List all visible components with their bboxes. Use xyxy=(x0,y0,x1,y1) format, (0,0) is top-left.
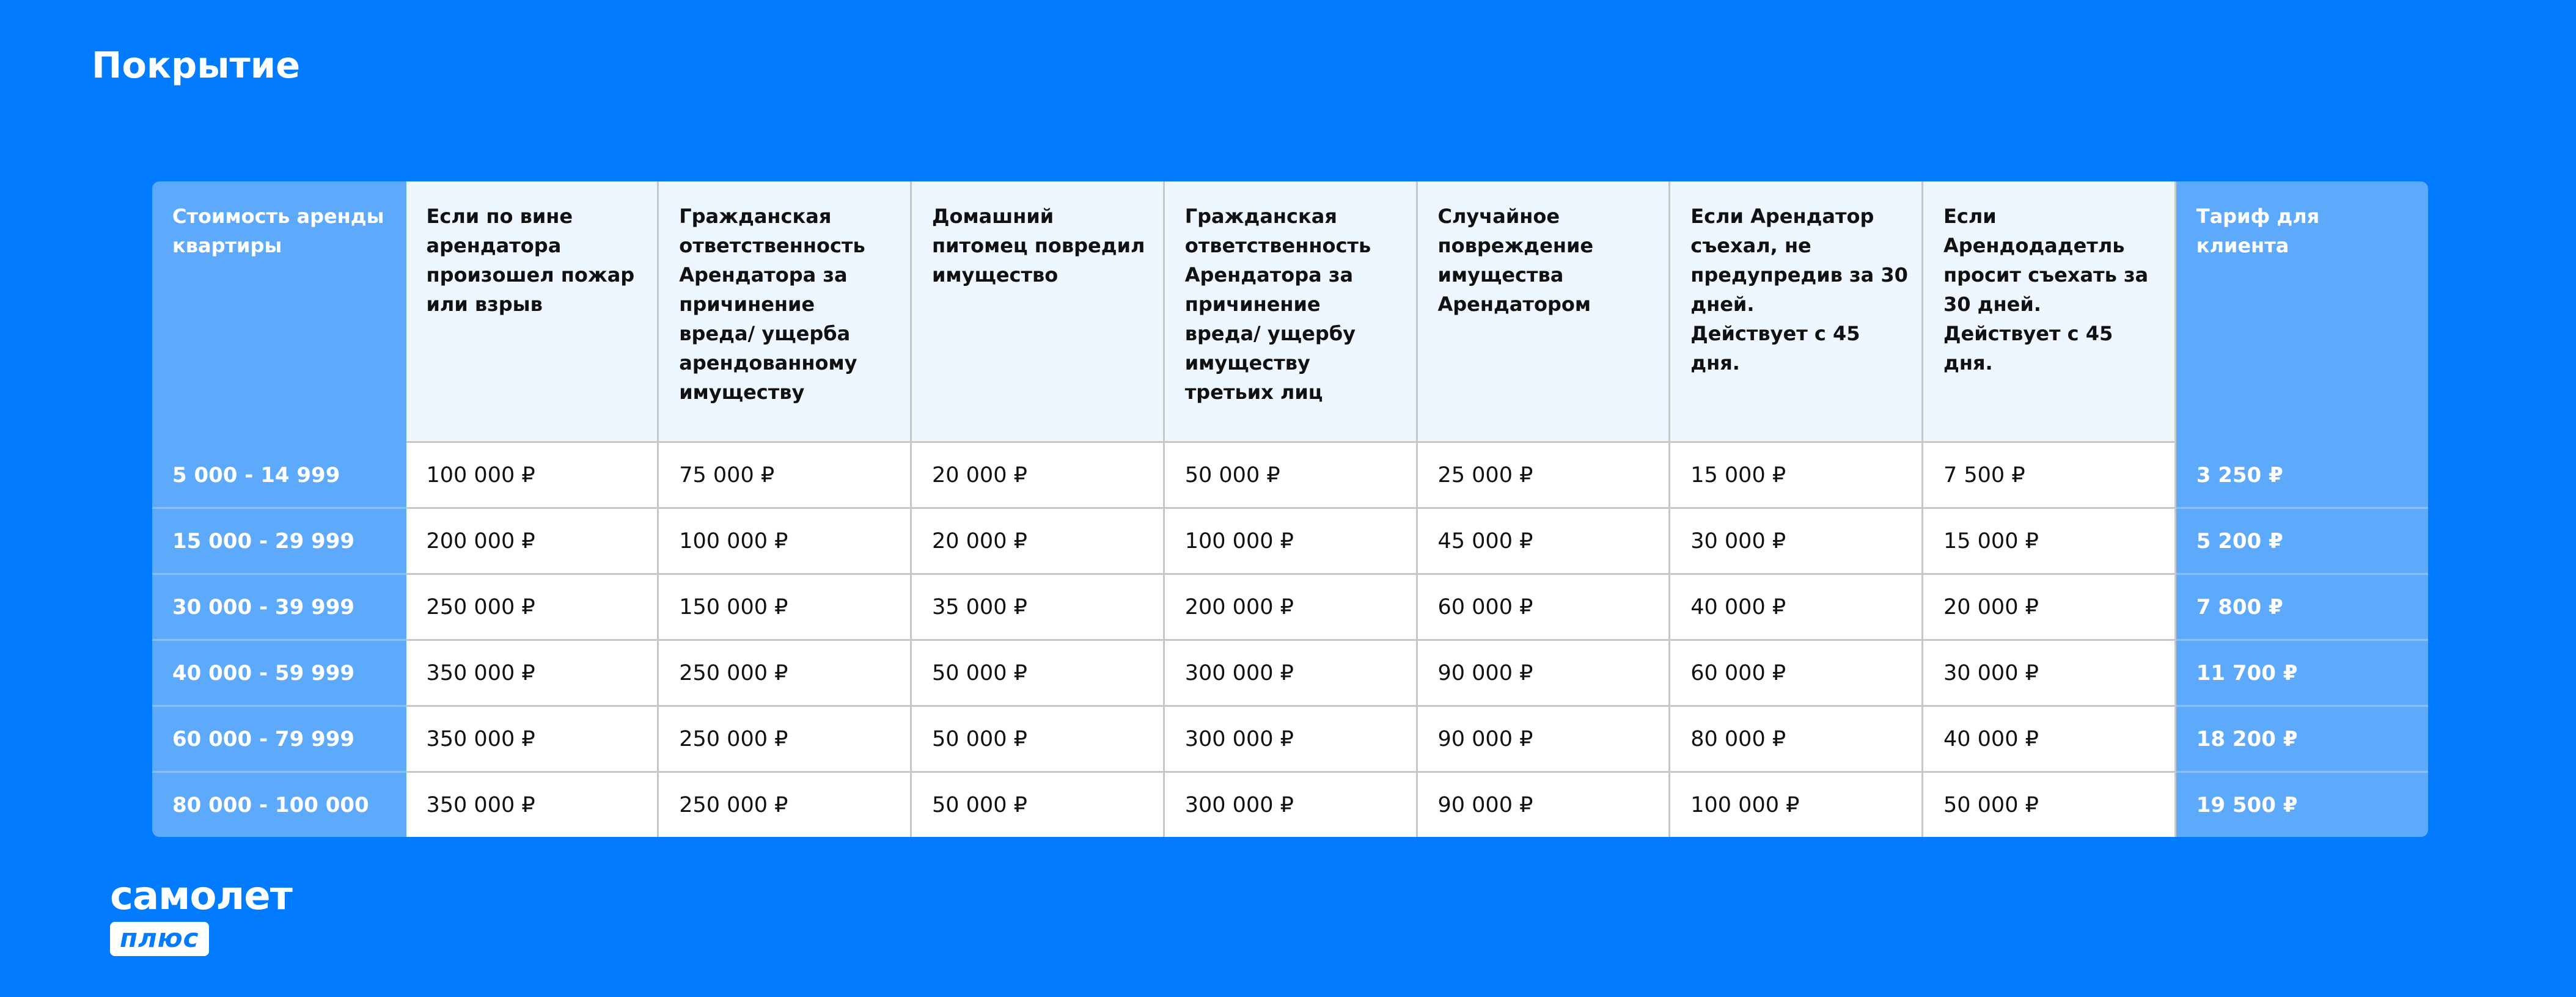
table-cell: 30 000 ₽ xyxy=(1670,508,1923,574)
table-cell: 200 000 ₽ xyxy=(405,508,658,574)
column-header-tenant-left-early: Если Арендатор съехал, не предупредив за 30 дней. Действует с 45 дня. xyxy=(1670,181,1923,442)
tariff-cell: 3 250 ₽ xyxy=(2175,442,2428,508)
page-title: Покрытие xyxy=(92,44,301,86)
column-header-rent-cost: Стоимость аренды квартиры xyxy=(152,181,405,442)
table-cell: 40 000 ₽ xyxy=(1923,706,2176,772)
table-cell: 7 500 ₽ xyxy=(1923,442,2176,508)
table-cell: 50 000 ₽ xyxy=(911,706,1164,772)
column-header-liability-rented-property: Гражданская ответственность Арендатора за причинение вреда/ ущерба арендованному имуществу xyxy=(658,181,911,442)
rent-range-cell: 30 000 - 39 999 xyxy=(152,574,405,640)
table-cell: 60 000 ₽ xyxy=(1417,574,1670,640)
header-row xyxy=(152,181,2428,442)
tariff-cell: 19 500 ₽ xyxy=(2175,772,2428,838)
rent-range-cell: 60 000 - 79 999 xyxy=(152,706,405,772)
rent-range-cell: 40 000 - 59 999 xyxy=(152,640,405,706)
table-cell: 50 000 ₽ xyxy=(911,640,1164,706)
rent-range-cell: 5 000 - 14 999 xyxy=(152,442,405,508)
table-cell: 20 000 ₽ xyxy=(911,508,1164,574)
table-cell: 90 000 ₽ xyxy=(1417,706,1670,772)
table-row xyxy=(152,442,2428,508)
table-cell: 40 000 ₽ xyxy=(1670,574,1923,640)
rent-range-cell: 15 000 - 29 999 xyxy=(152,508,405,574)
table-cell: 45 000 ₽ xyxy=(1417,508,1670,574)
table-cell: 250 000 ₽ xyxy=(658,640,911,706)
table-cell: 90 000 ₽ xyxy=(1417,772,1670,838)
table-cell: 80 000 ₽ xyxy=(1670,706,1923,772)
table-cell: 150 000 ₽ xyxy=(658,574,911,640)
table-cell: 100 000 ₽ xyxy=(405,442,658,508)
tariff-cell: 11 700 ₽ xyxy=(2175,640,2428,706)
table-cell: 350 000 ₽ xyxy=(405,706,658,772)
logo-badge: плюс xyxy=(110,922,209,956)
table-cell: 15 000 ₽ xyxy=(1670,442,1923,508)
table-row xyxy=(152,772,2428,838)
table-row xyxy=(152,640,2428,706)
logo-wordmark: самолет xyxy=(110,874,292,919)
table-cell: 25 000 ₽ xyxy=(1417,442,1670,508)
tariff-cell: 5 200 ₽ xyxy=(2175,508,2428,574)
column-header-fire-explosion: Если по вине арендатора произошел пожар или взрыв xyxy=(405,181,658,442)
table-cell: 50 000 ₽ xyxy=(1164,442,1417,508)
table-cell: 60 000 ₽ xyxy=(1670,640,1923,706)
table-cell: 30 000 ₽ xyxy=(1923,640,2176,706)
table-cell: 50 000 ₽ xyxy=(911,772,1164,838)
table-row xyxy=(152,706,2428,772)
table-cell: 15 000 ₽ xyxy=(1923,508,2176,574)
table-cell: 250 000 ₽ xyxy=(405,574,658,640)
table-cell: 35 000 ₽ xyxy=(911,574,1164,640)
table-cell: 300 000 ₽ xyxy=(1164,706,1417,772)
table-cell: 200 000 ₽ xyxy=(1164,574,1417,640)
column-header-pet-damage: Домашний питомец повредил имущество xyxy=(911,181,1164,442)
table-cell: 250 000 ₽ xyxy=(658,772,911,838)
table-cell: 250 000 ₽ xyxy=(658,706,911,772)
table-cell: 100 000 ₽ xyxy=(658,508,911,574)
table-cell: 50 000 ₽ xyxy=(1923,772,2176,838)
table-cell: 100 000 ₽ xyxy=(1164,508,1417,574)
samolet-plus-logo xyxy=(110,874,292,956)
tariff-cell: 18 200 ₽ xyxy=(2175,706,2428,772)
column-header-client-tariff: Тариф для клиента xyxy=(2175,181,2428,442)
table-cell: 75 000 ₽ xyxy=(658,442,911,508)
table-cell: 100 000 ₽ xyxy=(1670,772,1923,838)
table-row xyxy=(152,508,2428,574)
table-cell: 300 000 ₽ xyxy=(1164,640,1417,706)
tariff-cell: 7 800 ₽ xyxy=(2175,574,2428,640)
column-header-liability-third-parties: Гражданская ответственность Арендатора за причинение вреда/ ущербу имуществу третьих лиц xyxy=(1164,181,1417,442)
table-cell: 20 000 ₽ xyxy=(911,442,1164,508)
table-row xyxy=(152,574,2428,640)
table-cell: 350 000 ₽ xyxy=(405,772,658,838)
coverage-table xyxy=(152,181,2428,837)
rent-range-cell: 80 000 - 100 000 xyxy=(152,772,405,838)
table-cell: 300 000 ₽ xyxy=(1164,772,1417,838)
table-cell: 350 000 ₽ xyxy=(405,640,658,706)
column-header-landlord-asks-leave: Если Арендодадетль просит съехать за 30 дней. Действует с 45 дня. xyxy=(1923,181,2176,442)
column-header-accidental-damage: Случайное повреждение имущества Арендатором xyxy=(1417,181,1670,442)
table-cell: 90 000 ₽ xyxy=(1417,640,1670,706)
table-cell: 20 000 ₽ xyxy=(1923,574,2176,640)
